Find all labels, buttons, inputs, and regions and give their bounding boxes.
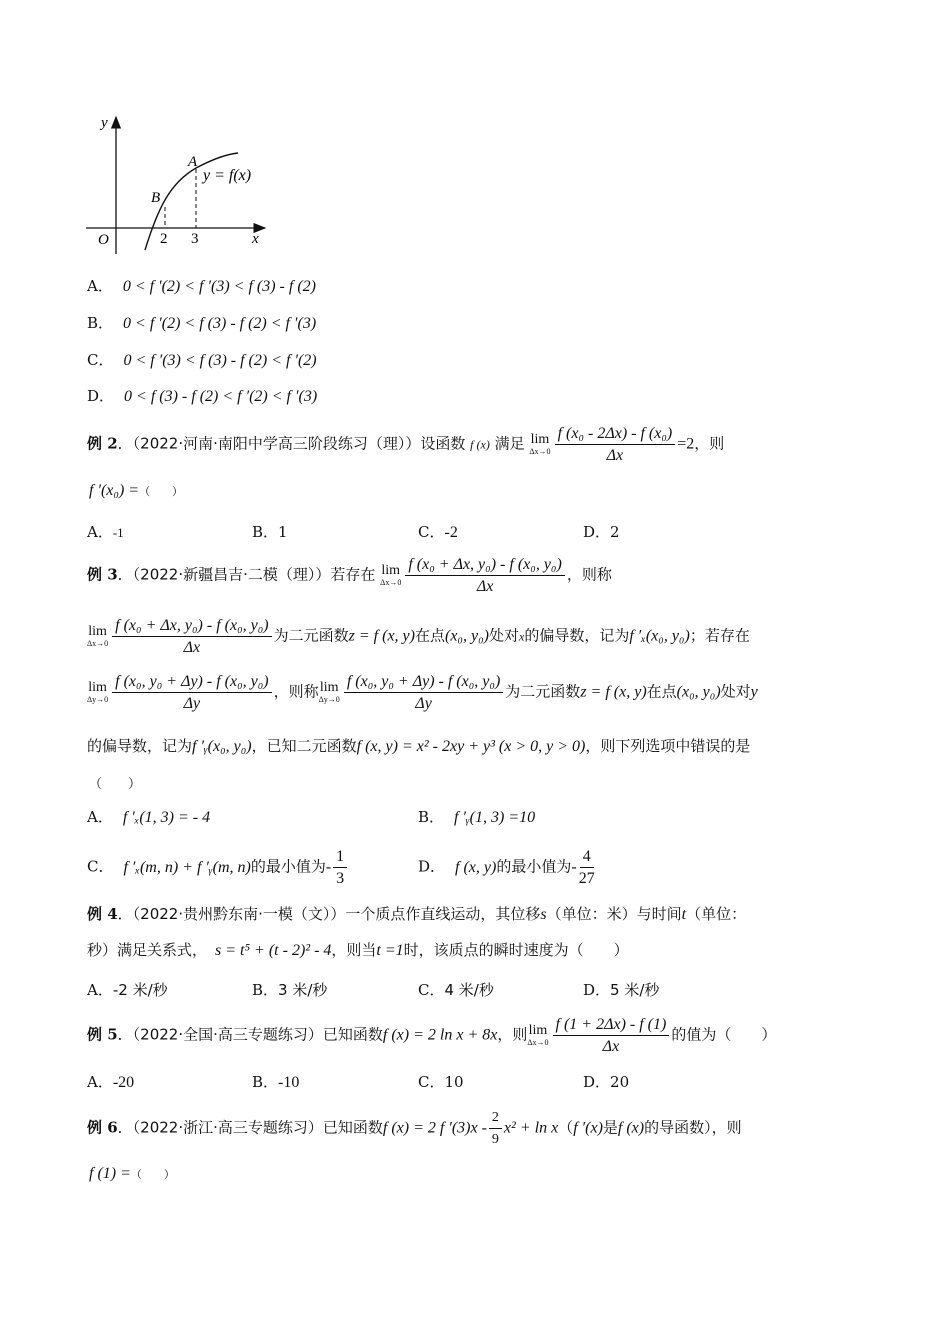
example-2-option-b	[252, 521, 288, 542]
math-expr: f (x)	[617, 1119, 645, 1137]
text: 处对	[720, 682, 751, 701]
option-value: -10	[278, 1074, 300, 1091]
math-expr: z = f (x, y)	[580, 683, 647, 701]
option-value: 3 米/秒	[278, 981, 328, 999]
option-value: 20	[610, 1073, 630, 1091]
lim-sub: Δy→0	[87, 695, 109, 704]
example-source: ．（2022·全国·高三专题练习）已知函数	[117, 1025, 383, 1044]
example-3-line-2	[87, 616, 750, 657]
numerator: f (x₀, y₀ + Δy) - f (x₀, y₀)	[112, 672, 271, 693]
option-key: C．	[87, 857, 114, 876]
lim-sub: Δy→0	[318, 695, 340, 704]
option-value: 1	[278, 523, 288, 541]
math-expr: f (1) =	[89, 1165, 131, 1182]
denominator: Δy	[415, 695, 432, 712]
math-expr: x² + ln x	[503, 1119, 559, 1137]
denominator: 3	[336, 870, 345, 887]
text: 的导函数），则	[644, 1118, 742, 1137]
text: 满足	[494, 434, 525, 453]
text: 为二元函数	[505, 682, 581, 701]
limit-operator	[380, 564, 401, 587]
answer-paren: （ ）	[139, 485, 184, 498]
fraction	[579, 847, 595, 888]
option-key: A．	[87, 277, 113, 295]
option-key: D．	[583, 1073, 611, 1091]
fraction	[344, 672, 503, 713]
origin-label: O	[98, 232, 109, 248]
example-4-line-2	[87, 940, 629, 961]
numerator: f (x₀ + Δx, y₀) - f (x₀, y₀)	[405, 555, 564, 576]
option-expr: 0 < f ′(2) < f (3) - f (2) < f ′(3)	[123, 315, 317, 332]
math-expr: (x₀, y₀)	[445, 627, 489, 645]
option-key: C．	[418, 981, 445, 999]
example-label: 例 3	[87, 565, 118, 584]
example-label: 例 2	[87, 434, 118, 453]
limit-operator	[87, 625, 108, 648]
example-5-option-b	[252, 1071, 299, 1092]
example-3-line-3	[87, 672, 758, 713]
text: （单位：	[686, 905, 747, 923]
option-value: f ′ₓ(1, 3) = - 4	[122, 809, 211, 826]
option-value: -2	[444, 524, 458, 541]
option-key: B．	[252, 1073, 279, 1091]
math-expr: =2	[677, 435, 695, 453]
numerator: f (x₀, y₀ + Δy) - f (x₀, y₀)	[344, 672, 503, 693]
example-2-stem	[87, 424, 724, 465]
example-3-option-a	[87, 806, 210, 827]
option-value: -20	[112, 1074, 135, 1091]
text: ，则称	[566, 565, 612, 584]
lim: lim	[88, 680, 107, 695]
example-label: 例 6	[87, 1118, 118, 1137]
example-5-option-c	[418, 1071, 464, 1092]
text: ，则当	[331, 941, 377, 959]
example-3-option-c	[87, 847, 349, 888]
denominator: 27	[578, 870, 595, 887]
answer-paren: （ ）	[130, 1168, 175, 1181]
function-graph	[80, 108, 290, 258]
text: 的偏导数，记为	[87, 737, 193, 755]
lim: lim	[319, 680, 339, 695]
text: 的偏导数，记为	[524, 626, 630, 645]
math-expr: z = f (x, y)	[348, 627, 415, 645]
text: 的最小值为	[250, 857, 326, 876]
lim: lim	[88, 624, 107, 639]
lim: lim	[381, 563, 401, 578]
option-value: 10	[444, 1073, 464, 1091]
example-3-option-d	[418, 847, 597, 888]
tick-3-label: 3	[191, 231, 199, 247]
text: 秒）满足关系式，	[87, 941, 208, 959]
text: 在点	[414, 626, 445, 645]
math-expr: f ′(x₀) =	[89, 482, 140, 499]
fraction	[112, 672, 271, 713]
denominator: Δx	[183, 639, 201, 656]
option-key: A．	[87, 1073, 113, 1091]
math-expr: f (x, y) = x² - 2xy + y³ (x > 0, y > 0)	[356, 738, 586, 755]
option-value: 4 米/秒	[444, 981, 494, 999]
option-key: D．	[418, 857, 446, 876]
option-expr: 0 < f (3) - f (2) < f ′(2) < f ′(3)	[124, 388, 318, 405]
option-value: 5 米/秒	[610, 981, 660, 999]
denominator: Δy	[183, 695, 201, 712]
fraction	[333, 847, 347, 888]
q1-option-c	[87, 350, 317, 371]
text: ，则下列选项中错误的是	[585, 737, 751, 755]
lim-sub: Δx→0	[529, 447, 551, 456]
text: 处对	[488, 626, 519, 645]
sign: -	[571, 858, 577, 876]
option-key: C．	[418, 523, 445, 541]
option-key: B．	[252, 981, 279, 999]
example-5-stem	[87, 1015, 776, 1056]
fraction	[553, 1015, 670, 1056]
curve-label: y = f(x)	[203, 167, 252, 184]
text: ，已知二元函数	[251, 737, 357, 755]
point-a-label: A	[188, 154, 198, 170]
text: ；若存在	[689, 626, 750, 645]
option-expr: f (x, y)	[455, 858, 497, 876]
point-b-label: B	[151, 190, 161, 206]
example-3-stem	[87, 555, 612, 596]
math-expr: s	[540, 906, 547, 923]
example-2-option-c	[418, 521, 458, 542]
fraction	[112, 616, 271, 657]
example-5-option-d	[583, 1071, 629, 1092]
example-4-option-b	[252, 979, 327, 1000]
lim-sub: Δx→0	[87, 639, 109, 648]
math-expr: f ′ᵧ(x₀, y₀)	[192, 738, 252, 755]
option-key: A．	[87, 808, 113, 826]
numerator: f (1 + 2Δx) - f (1)	[553, 1015, 670, 1036]
option-expr: 0 < f ′(3) < f (3) - f (2) < f ′(2)	[123, 352, 317, 369]
fraction	[489, 1108, 502, 1149]
option-key: B．	[418, 808, 445, 826]
example-2-option-a	[87, 521, 124, 542]
denominator: Δx	[602, 1038, 620, 1055]
math-expr: f (x)	[470, 437, 490, 452]
option-key: B．	[87, 314, 114, 332]
denominator: Δx	[606, 447, 624, 464]
x-axis-label: x	[252, 231, 259, 247]
example-label: 例 5	[87, 1025, 118, 1044]
option-key: C．	[418, 1073, 445, 1091]
text: （单位：米）与时间	[546, 905, 682, 923]
numerator: f (x₀ - 2Δx) - f (x₀)	[555, 424, 676, 445]
sign: -	[325, 858, 332, 876]
example-3-option-b	[418, 806, 535, 827]
y-axis-label: y	[101, 115, 108, 131]
lim: lim	[530, 432, 550, 447]
option-key: D．	[583, 523, 611, 541]
example-source: ．（2022·贵州黔东南·一模（文））一个质点作直线运动，其位移	[117, 905, 541, 923]
text: 在点	[646, 682, 677, 701]
math-expr: f ′(x)	[573, 1119, 603, 1137]
text: 是	[602, 1118, 618, 1137]
limit-operator	[529, 433, 550, 456]
q1-option-d	[87, 386, 317, 407]
lim-sub: Δx→0	[527, 1038, 549, 1047]
example-source: ．（2022·河南·南阳中学高三阶段练习（理））设函数	[117, 434, 466, 453]
math-expr: y	[750, 683, 758, 701]
math-expr: (x₀, y₀)	[676, 683, 721, 701]
numerator: 4	[580, 847, 594, 868]
math-expr: f (x) = 2 ln x + 8x	[382, 1026, 498, 1044]
limit-operator	[527, 1024, 548, 1047]
example-4-option-c	[418, 979, 494, 1000]
answer-paren: （ ）	[89, 777, 142, 792]
q1-option-b	[87, 313, 316, 334]
example-4-option-a	[87, 979, 168, 1000]
text: ，则称	[273, 682, 319, 701]
option-expr: f ′ₓ(m, n) + f ′ᵧ(m, n)	[123, 858, 251, 876]
tick-2-label: 2	[160, 231, 168, 247]
lim: lim	[528, 1023, 548, 1038]
example-2-option-d	[583, 521, 620, 542]
numerator: f (x₀ + Δx, y₀) - f (x₀, y₀)	[112, 616, 271, 637]
example-3-paren	[89, 773, 141, 795]
limit-operator	[87, 681, 108, 704]
text: ，则	[694, 434, 725, 453]
math-expr: t	[681, 906, 687, 923]
example-6-stem	[87, 1108, 742, 1149]
text: ，则	[497, 1025, 528, 1044]
numerator: 1	[333, 847, 347, 868]
text: 为二元函数	[273, 626, 349, 645]
option-value: -2 米/秒	[112, 981, 168, 999]
fraction	[555, 424, 676, 465]
example-4-option-d	[583, 979, 659, 1000]
numerator: 2	[489, 1108, 502, 1129]
example-5-option-a	[87, 1071, 134, 1092]
math-expr: f ′ₓ(x₀, y₀)	[629, 627, 690, 645]
option-key: B．	[252, 523, 279, 541]
fraction	[405, 555, 564, 596]
option-value: f ′ᵧ(1, 3) =10	[454, 809, 536, 826]
example-source: ．（2022·浙江·高三专题练习）已知函数	[117, 1118, 383, 1137]
option-key: D．	[87, 387, 115, 405]
example-3-line-4	[87, 736, 750, 757]
math-expr: f (x) = 2 f ′(3)x -	[382, 1119, 487, 1137]
example-label: 例 4	[87, 905, 118, 923]
option-key: A．	[87, 523, 113, 541]
option-key: C．	[87, 351, 114, 369]
lim-sub: Δx→0	[380, 578, 402, 587]
text: （	[558, 1118, 574, 1137]
denominator: 9	[491, 1132, 499, 1147]
option-expr: 0 < f ′(2) < f ′(3) < f (3) - f (2)	[122, 278, 316, 295]
example-4-line-1	[87, 904, 746, 925]
text: 的最小值为	[496, 857, 572, 876]
text: 的值为（ ）	[671, 1025, 777, 1044]
option-key: A．	[87, 981, 113, 999]
option-value: -1	[112, 525, 124, 540]
math-expr: t =1	[376, 942, 404, 959]
math-expr: s = t⁵ + (t - 2)² - 4	[215, 942, 332, 959]
example-6-ask	[89, 1163, 175, 1185]
example-source: ．（2022·新疆昌吉·二模（理））若存在	[117, 565, 376, 584]
denominator: Δx	[476, 578, 494, 595]
text: 时，该质点的瞬时速度为（ ）	[403, 941, 629, 959]
option-value: 2	[610, 523, 620, 541]
limit-operator	[319, 681, 340, 704]
q1-option-a	[87, 276, 316, 297]
option-key: D．	[583, 981, 611, 999]
math-expr: x	[519, 629, 525, 644]
example-2-ask	[89, 480, 183, 502]
